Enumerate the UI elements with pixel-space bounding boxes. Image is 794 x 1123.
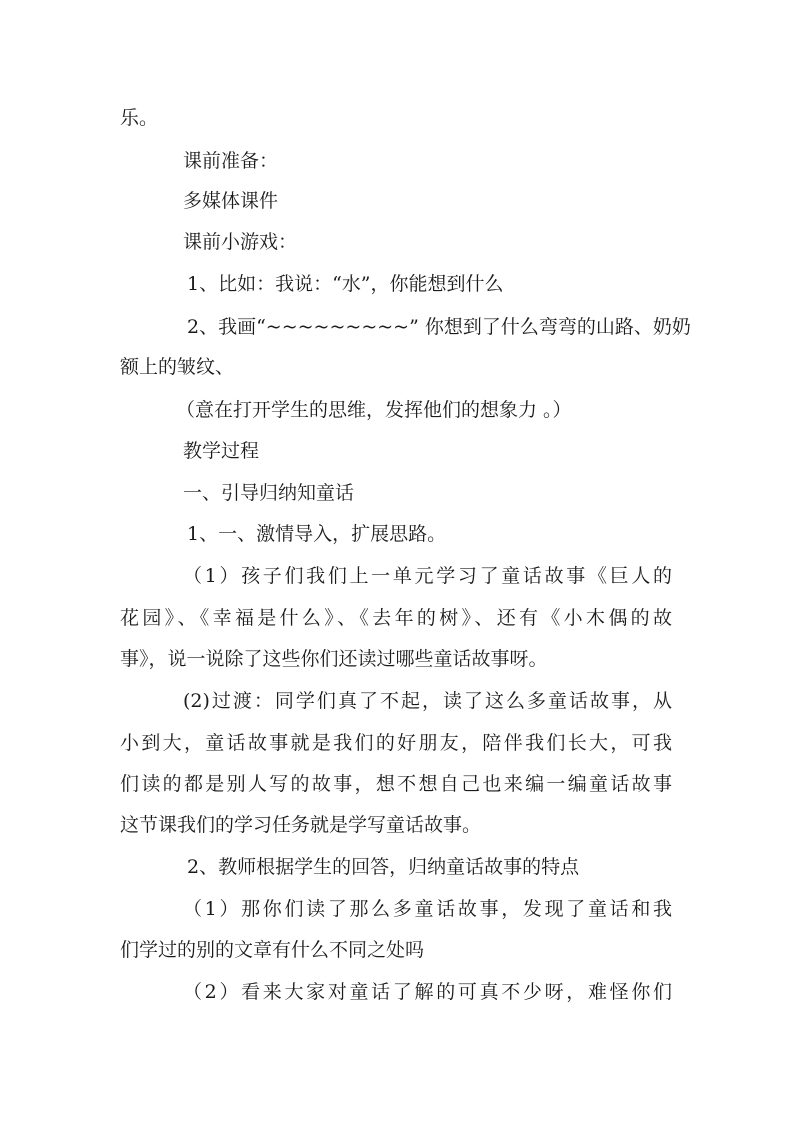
text-line: （2）看来大家对童话了解的可真不少呀，难怪你们 [183, 981, 672, 1003]
text-line: 们读的都是别人写的故事，想不想自己也来编一编童话故事 [120, 773, 672, 795]
text-line: 一、引导归纳知童话 [183, 482, 355, 504]
text-line: （1）孩子们我们上一单元学习了童话故事《巨人的 [183, 565, 672, 587]
text-line: （意在打开学生的思维，发挥他们的想象力 。） [176, 399, 572, 421]
text-line: 们学过的别的文章有什么不同之处吗 [120, 939, 425, 961]
text-line: （1）那你们读了那么多童话故事，发现了童话和我 [183, 898, 672, 920]
text-line: 事》，说一说除了这些你们还读过哪些童话故事呀。 [120, 648, 548, 670]
text-line: 2、教师根据学生的回答，归纳童话故事的特点 [187, 856, 580, 878]
text-line: 课前小游戏： [183, 231, 298, 253]
text-line: 2、我画“~~~~~~~~~” 你想到了什么弯弯的山路、奶奶 [187, 316, 691, 338]
text-line: 课前准备： [183, 150, 279, 172]
text-line: 1、比如：我说：“水”，你能想到什么 [187, 273, 504, 295]
text-line: 多媒体课件 [183, 190, 279, 212]
text-line: 教学过程 [183, 440, 260, 462]
text-line: 这节课我们的学习任务就是学写童话故事。 [120, 814, 482, 836]
text-line: 额上的皱纹、 [120, 356, 235, 378]
text-line: 乐。 [120, 107, 159, 129]
text-line: 小到大，童话故事就是我们的好朋友，陪伴我们长大，可我 [120, 732, 672, 754]
text-line: (2)过渡：同学们真了不起，读了这么多童话故事，从 [183, 690, 672, 712]
text-line: 花园》、《幸福是什么》、《去年的树》、还有《小木偶的故 [120, 607, 672, 629]
text-line: 1、一、激情导入，扩展思路。 [187, 523, 447, 545]
